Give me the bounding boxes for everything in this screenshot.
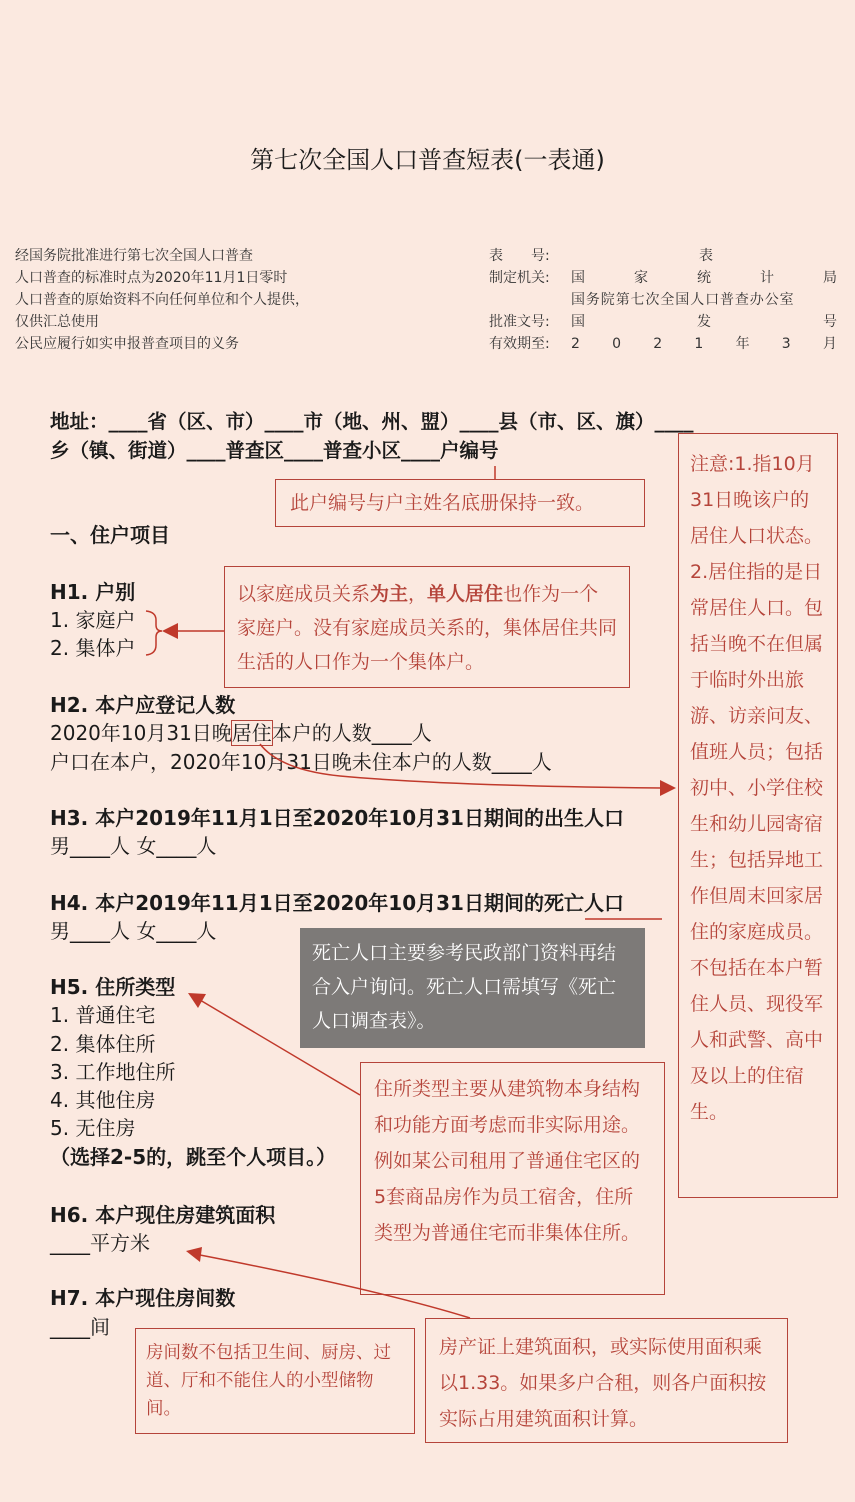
- h4-title: H4. 本户2019年11月1日至2020年10月31日期间的死亡人口: [50, 891, 624, 915]
- h3-title: H3. 本户2019年11月1日至2020年10月31日期间的出生人口: [50, 806, 624, 830]
- approval-row: 批准文号: 国 发 号: [489, 314, 837, 330]
- room-count-note: 房间数不包括卫生间、厨房、过道、厅和不能住人的小型储物间。: [135, 1328, 415, 1434]
- arrow-head: [660, 780, 676, 796]
- section-title: 一、住户项目: [50, 523, 170, 547]
- h5-option: 2. 集体住所: [50, 1032, 156, 1056]
- h7-line: ____间: [50, 1315, 110, 1339]
- h6-line: ____平方米: [50, 1231, 150, 1255]
- h3-line: 男____人 女____人: [50, 834, 217, 858]
- statement-line: 人口普查的原始资料不向任何单位和个人提供，: [15, 292, 309, 308]
- h7-title: H7. 本户现住房间数: [50, 1286, 236, 1310]
- death-note: 死亡人口主要参考民政部门资料再结合入户询问。死亡人口需填写《死亡人口调查表》。: [300, 928, 645, 1048]
- statement-line: 经国务院批准进行第七次全国人口普查: [15, 248, 253, 264]
- statement-line: 人口普查的标准时点为2020年11月1日零时: [15, 270, 288, 286]
- residence-type-note: 住所类型主要从建筑物本身结构和功能方面考虑而非实际用途。例如某公司租用了普通住宅区的5套商品房作为员工宿舍，住所类型为普通住宅而非集体住所。: [360, 1062, 665, 1295]
- h5-title: H5. 住所类型: [50, 975, 176, 999]
- h5-option: 1. 普通住宅: [50, 1003, 156, 1027]
- h5-option: 4. 其他住房: [50, 1088, 156, 1112]
- address-line-1: 地址：____省（区、市）____市（地、州、盟）____县（市、区、旗）____: [50, 410, 694, 433]
- address-line-2: 乡（镇、街道）____普查区____普查小区____户编号: [50, 439, 499, 462]
- floor-area-note: 房产证上建筑面积，或实际使用面积乘以1.33。如果多户合租，则各户面积按实际占用建筑面积计算。: [425, 1318, 788, 1443]
- h1-title: H1. 户别: [50, 580, 136, 604]
- arrow-head: [186, 1247, 202, 1262]
- issuer-row: 制定机关: 国 家 统 计 局: [489, 270, 837, 286]
- residence-highlight: 居住: [231, 721, 272, 745]
- arrow-head: [188, 993, 206, 1008]
- arrow-head: [162, 623, 178, 639]
- h2-title: H2. 本户应登记人数: [50, 693, 236, 717]
- h6-title: H6. 本户现住房建筑面积: [50, 1203, 276, 1227]
- valid-row: 有效期至: 2 0 2 1 年 3 月: [489, 336, 837, 352]
- h1-option-1: 1. 家庭户: [50, 608, 136, 632]
- arrow-line: [260, 744, 662, 788]
- household-number-note: 此户编号与户主姓名底册保持一致。: [275, 479, 645, 527]
- h1-option-2: 2. 集体户: [50, 636, 136, 660]
- h2-line-1: 2020年10月31日晚居住本户的人数____人: [50, 721, 432, 745]
- form-title: 第七次全国人口普查短表(一表通): [250, 146, 605, 174]
- h2-line-2: 户口在本户，2020年10月31日晚未住本户的人数____人: [50, 750, 552, 774]
- brace: [146, 611, 162, 655]
- residence-note: 注意:1.指10月31日晚该户的居住人口状态。2.居住指的是日常居住人口。包括当晚不在但属于临时外出旅游、访亲问友、值班人员；包括初中、小学住校生和幼儿园寄宿生；包括异地工作但周末回家居住的家庭成员。不包括在本户暂住人员、现役军人和武警、高中及以上的住宿生。: [678, 433, 838, 1198]
- household-type-note: 以家庭成员关系为主，单人居住也作为一个家庭户。没有家庭成员关系的，集体居住共同生活的人口作为一个集体户。: [224, 566, 630, 688]
- issuer-row-2: 国务院第七次全国人口普查办公室: [571, 292, 795, 308]
- arrow-line: [200, 1000, 360, 1095]
- form-number-row: 表 号: 表: [489, 248, 713, 264]
- h4-line: 男____人 女____人: [50, 919, 217, 943]
- h5-option: 5. 无住房: [50, 1116, 136, 1140]
- h5-skip-note: （选择2-5的，跳至个人项目。）: [50, 1145, 337, 1169]
- h5-option: 3. 工作地住所: [50, 1060, 176, 1084]
- statement-line: 公民应履行如实申报普查项目的义务: [15, 336, 239, 352]
- statement-line: 仅供汇总使用: [15, 314, 99, 330]
- arrow-line: [200, 1255, 470, 1318]
